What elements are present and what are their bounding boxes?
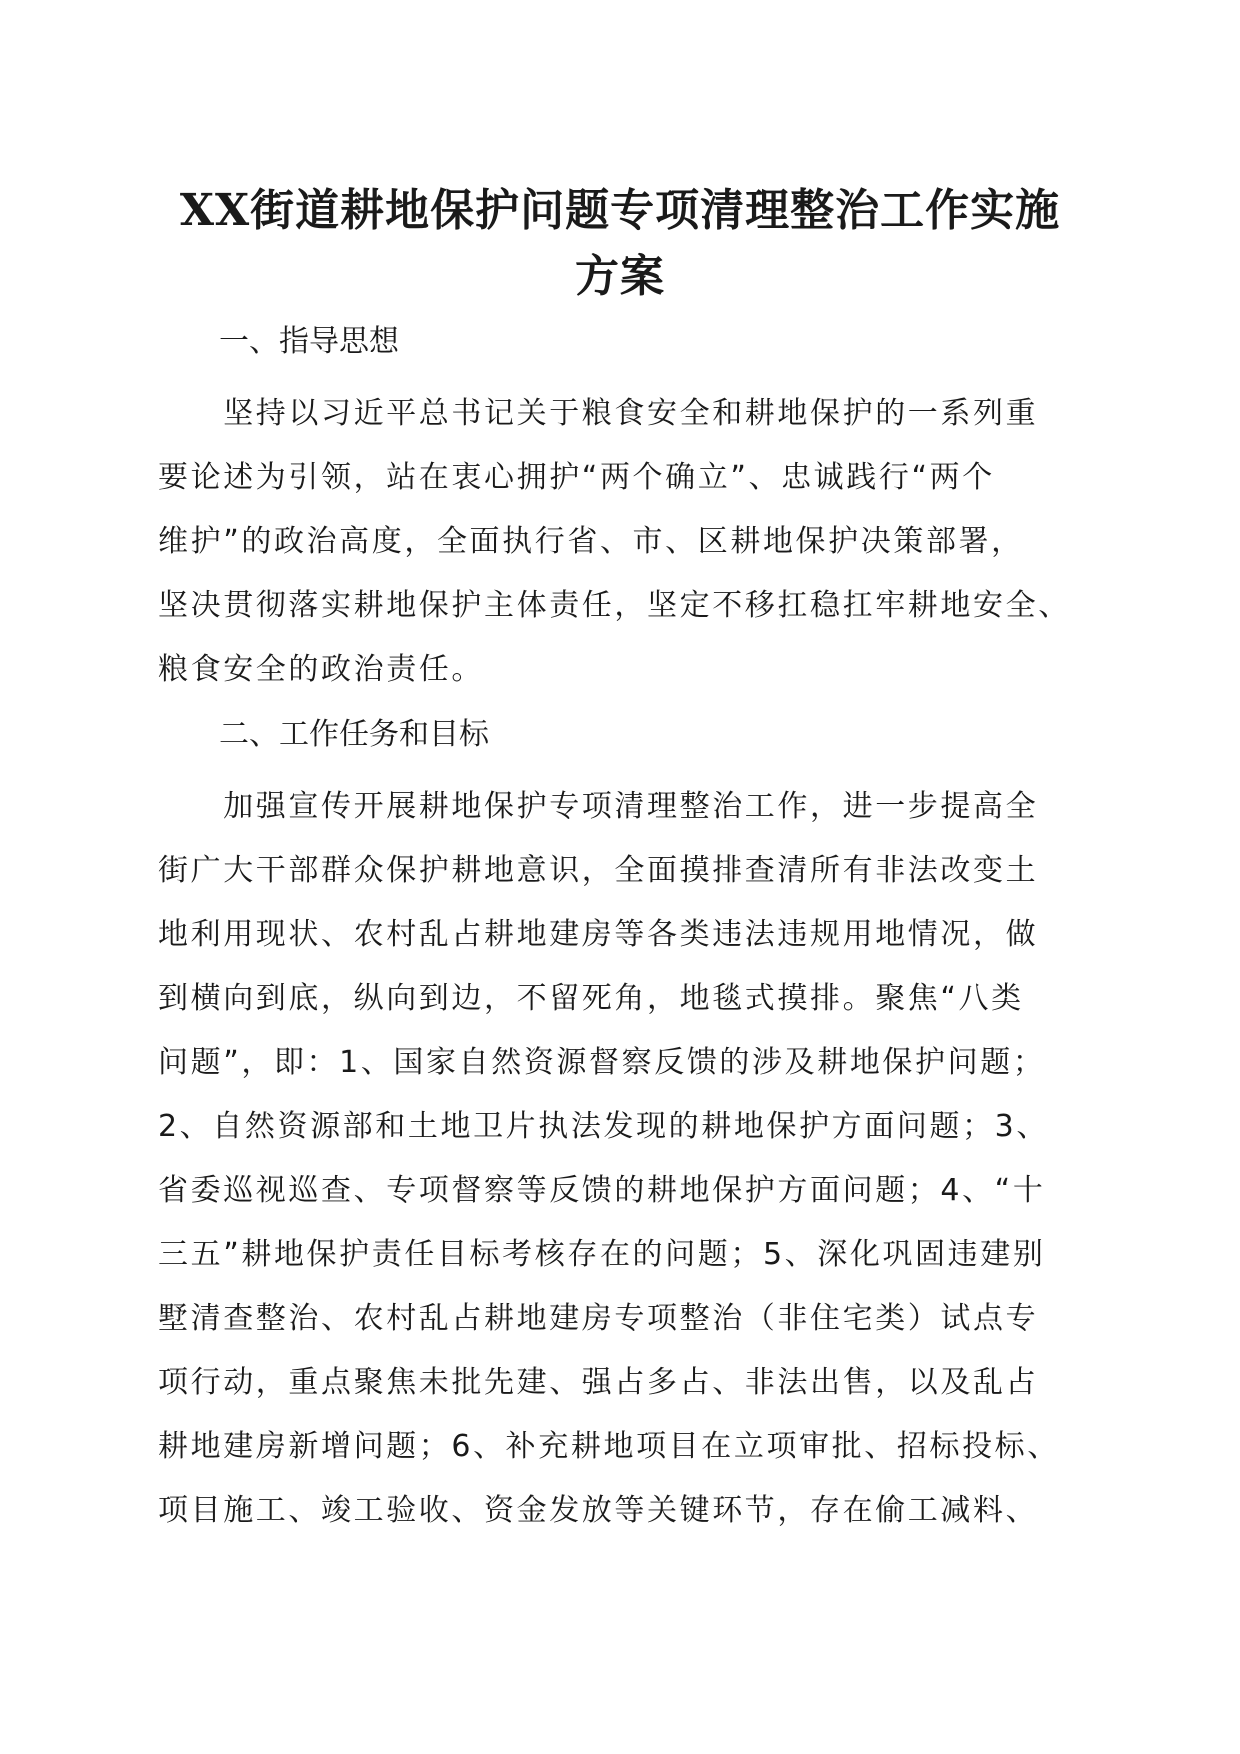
paragraph-line: 坚持以习近平总书记关于粮食安全和耕地保护的一系列重 <box>158 396 1039 431</box>
paragraph-line: 地利用现状、农村乱占耕地建房等各类违法违规用地情况，做 <box>158 917 1039 952</box>
paragraph-line: 坚决贯彻落实耕地保护主体责任，坚定不移扛稳扛牢耕地安全、 <box>158 588 1071 623</box>
tasks-and-goals-paragraph <box>158 775 1088 1543</box>
section-heading-guiding-ideology: 一、指导思想 <box>219 324 399 359</box>
paragraph-line: 三五”耕地保护责任目标考核存在的问题；5、深化巩固违建别 <box>158 1237 1046 1272</box>
title-line-1: XX街道耕地保护问题专项清理整治工作实施 <box>179 185 1061 236</box>
paragraph-line: 街广大干部群众保护耕地意识，全面摸排查清所有非法改变土 <box>158 853 1039 888</box>
paragraph-line: 墅清查整治、农村乱占耕地建房专项整治（非住宅类）试点专 <box>158 1301 1039 1336</box>
paragraph-line: 到横向到底，纵向到边，不留死角，地毯式摸排。聚焦“八类 <box>158 981 1024 1016</box>
guiding-ideology-paragraph <box>158 382 1088 702</box>
paragraph-line: 加强宣传开展耕地保护专项清理整治工作，进一步提高全 <box>158 789 1039 824</box>
paragraph-line: 项目施工、竣工验收、资金发放等关键环节，存在偷工减料、 <box>158 1493 1039 1528</box>
paragraph-line: 问题”，即：1、国家自然资源督察反馈的涉及耕地保护问题； <box>158 1045 1046 1080</box>
paragraph-line: 粮食安全的政治责任。 <box>158 652 484 687</box>
document-title <box>150 178 1090 310</box>
paragraph-line: 省委巡视巡查、专项督察等反馈的耕地保护方面问题；4、“十 <box>158 1173 1046 1208</box>
paragraph-line: 要论述为引领，站在衷心拥护“两个确立”、忠诚践行“两个 <box>158 460 995 495</box>
paragraph-line: 维护”的政治高度，全面执行省、市、区耕地保护决策部署， <box>158 524 1024 559</box>
paragraph-line: 耕地建房新增问题；6、补充耕地项目在立项审批、招标投标、 <box>158 1429 1060 1464</box>
section-heading-tasks-and-goals: 二、工作任务和目标 <box>219 717 489 752</box>
paragraph-line: 项行动，重点聚焦未批先建、强占多占、非法出售，以及乱占 <box>158 1365 1039 1400</box>
title-line-2: 方案 <box>575 251 665 302</box>
paragraph-line: 2、自然资源部和土地卫片执法发现的耕地保护方面问题；3、 <box>158 1109 1049 1144</box>
